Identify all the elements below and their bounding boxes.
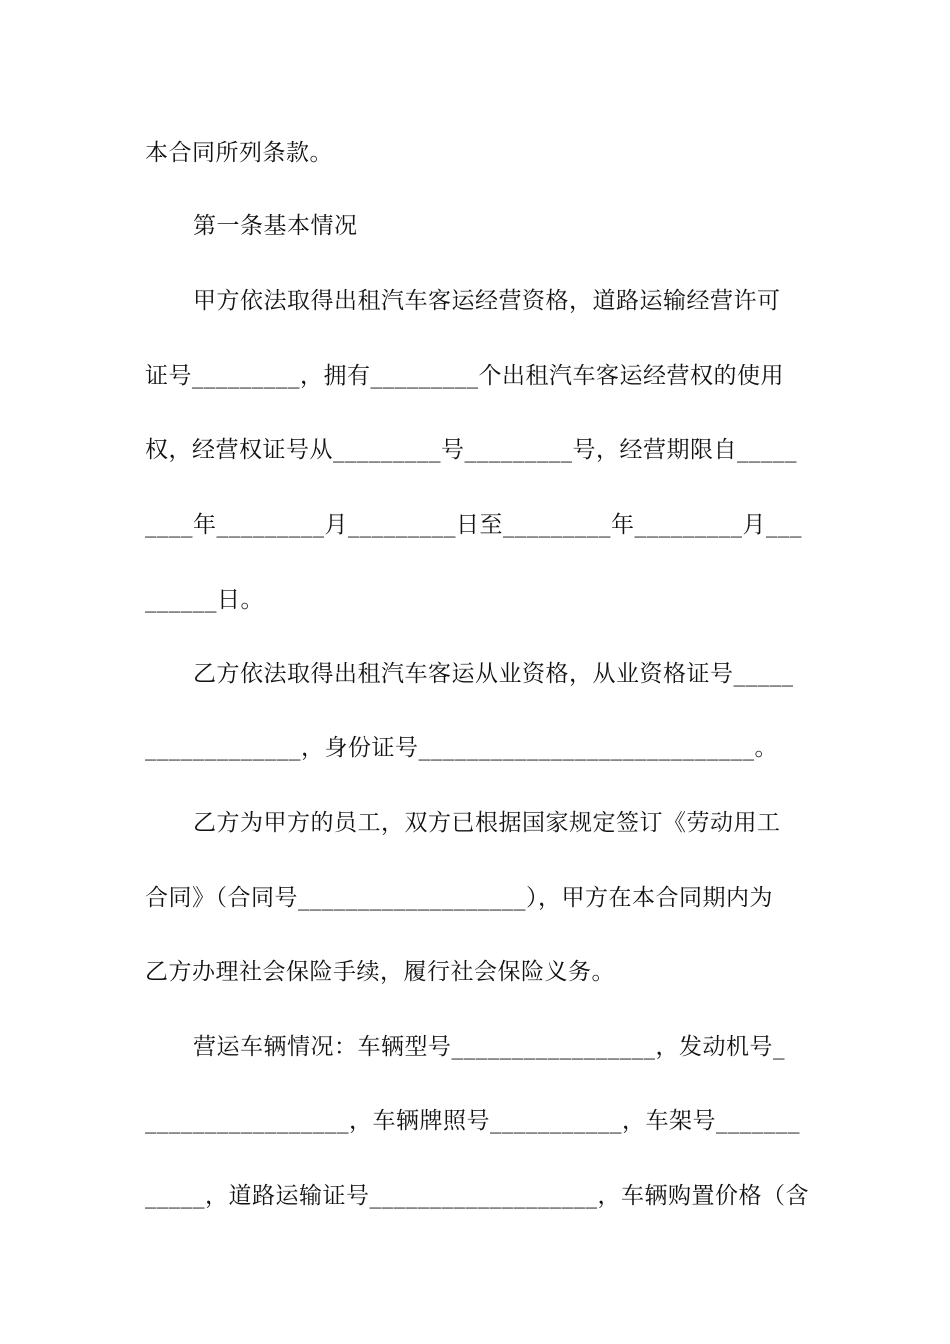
text-line-14: _________________，车辆牌照号___________，车架号_______	[145, 1108, 800, 1134]
section-heading-basic-info: 第一条基本情况	[193, 213, 358, 239]
text-line-13: 营运车辆情况：车辆型号_________________，发动机号_	[193, 1034, 785, 1060]
text-line-10: 乙方为甲方的员工，双方已根据国家规定签订《劳动用工	[193, 810, 781, 836]
text-line-6: ____年_________月_________日至_________年_________月___	[145, 512, 802, 538]
text-line-1: 本合同所列条款。	[145, 140, 333, 166]
text-line-3: 甲方依法取得出租汽车客运经营资格，道路运输经营许可	[193, 288, 781, 314]
text-line-8: 乙方依法取得出租汽车客运从业资格，从业资格证号_____	[193, 661, 794, 687]
text-line-4: 证号_________，拥有_________个出租汽车客运经营权的使用	[145, 363, 784, 389]
text-line-11: 合同》（合同号___________________），甲方在本合同期内为	[145, 885, 773, 911]
text-line-9: _____________，身份证号____________________________。	[145, 735, 778, 761]
text-line-5: 权，经营权证号从_________号_________号，经营期限自_____	[145, 437, 797, 463]
text-line-12: 乙方办理社会保险手续，履行社会保险义务。	[145, 959, 615, 985]
text-line-7: ______日。	[145, 587, 264, 613]
text-line-15: _____，道路运输证号___________________，车辆购置价格（含	[145, 1183, 809, 1209]
